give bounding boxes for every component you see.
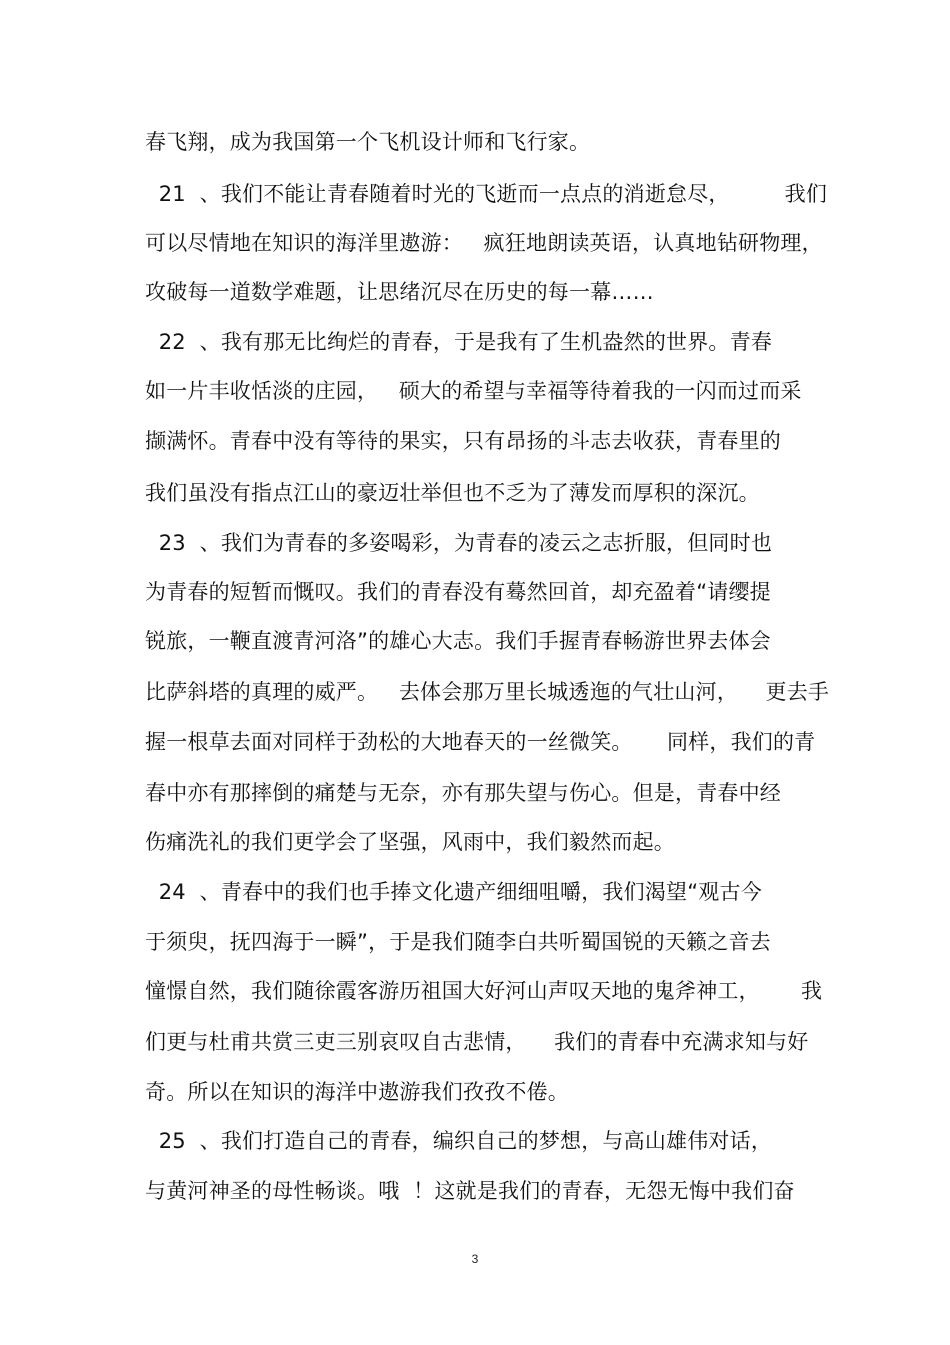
text-line: 如一片丰收恬淡的庄园， 硕大的希望与幸福等待着我的一闪而过而采 [145,379,802,403]
text-line: 23 、我们为青春的多姿喝彩，为青春的凌云之志折服，但同时也 [145,531,773,555]
text-line: 憧憬自然，我们随徐霞客游历祖国大好河山声叹天地的鬼斧神工， 我 [145,979,823,1003]
page-number: 3 [471,1252,479,1266]
text-line: 21 、我们不能让青春随着时光的飞逝而一点点的消逝怠尽， 我们 [145,182,828,206]
text-line: 握一根草去面对同样于劲松的大地春天的一丝微笑。 同样，我们的青 [145,730,816,754]
text-line: 与黄河神圣的母性畅谈。哦 ！这就是我们的青春，无怨无悔中我们奋 [145,1179,795,1203]
text-line: 伤痛洗礼的我们更学会了坚强，风雨中，我们毅然而起。 [145,830,675,854]
text-line: 锐旅，一鞭直渡青河洛”的雄心大志。我们手握青春畅游世界去体会 [145,629,771,653]
text-line: 们更与杜甫共赏三吏三别哀叹自古悲情， 我们的青春中充满求知与好 [145,1030,809,1054]
text-line: 于须臾，抚四海于一瞬”，于是我们随李白共听蜀国锐的天籁之音去 [145,930,771,954]
text-line: 24 、青春中的我们也手捧文化遗产细细咀嚼，我们渴望“观古今 [145,880,762,904]
text-line: 奇。所以在知识的海洋中遨游我们孜孜不倦。 [145,1080,569,1104]
text-line: 我们虽没有指点江山的豪迈壮举但也不乏为了薄发而厚积的深沉。 [145,481,760,505]
text-line: 攻破每一道数学难题，让思绪沉尽在历史的每一幕…… [145,280,654,304]
text-line: 撷满怀。青春中没有等待的果实，只有昂扬的斗志去收获，青春里的 [145,429,781,453]
text-line: 22 、我有那无比绚烂的青春，于是我有了生机盎然的世界。青春 [145,330,773,354]
text-line: 春飞翔，成为我国第一个飞机设计师和飞行家。 [145,130,591,154]
text-line: 春中亦有那摔倒的痛楚与无奈，亦有那失望与伤心。但是，青春中经 [145,781,781,805]
text-line: 可以尽情地在知识的海洋里遨游： 疯狂地朗读英语，认真地钻研物理， [145,231,823,255]
text-line: 比萨斜塔的真理的威严。 去体会那万里长城透迤的气壮山河， 更去手 [145,680,830,704]
text-line: 为青春的短暂而慨叹。我们的青春没有蓦然回首，却充盈着“请缨提 [145,580,771,604]
text-line: 25 、我们打造自己的青春，编织自己的梦想，与高山雄伟对话， [145,1129,773,1153]
